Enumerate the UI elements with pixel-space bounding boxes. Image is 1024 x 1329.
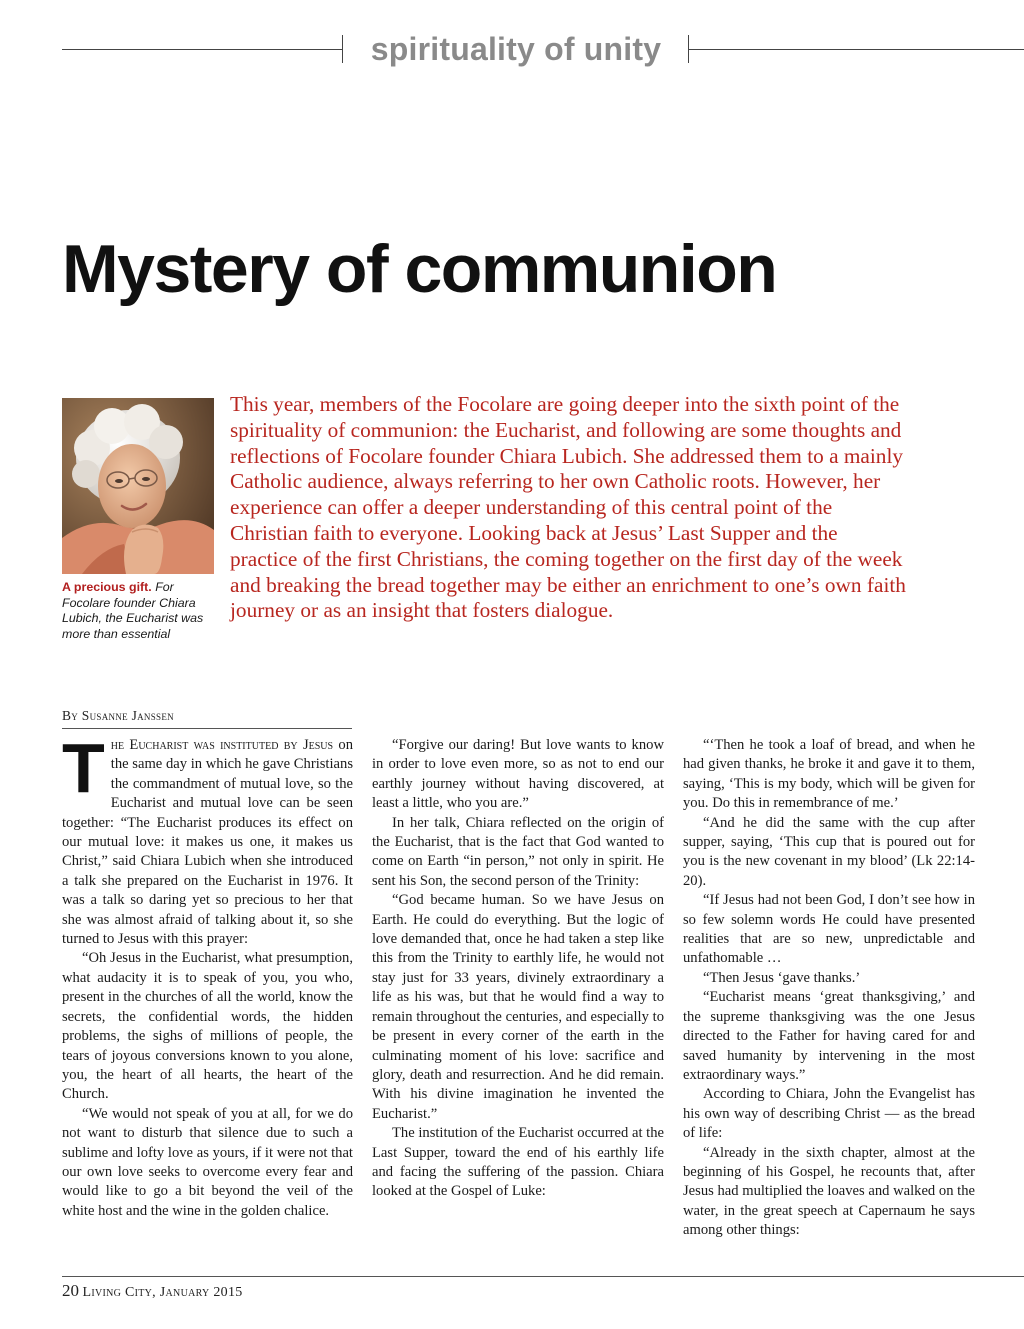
paragraph: “Then Jesus ‘gave thanks.’: [703, 969, 861, 986]
publication-info: Living City, January 2015: [82, 1285, 243, 1300]
article-deck: This year, members of the Focolare are going deeper into the sixth point of the spirituality of communion: the Eucharist, and following are some thoughts and reflections of Focolare founder Chiara Lubich. She addressed them to a mainly Catholic audience, always referring to her own Catholic roots. However, her experience can offer a deeper understanding of this central point of the Christian faith to everyone. Looking back at Jesus’ Last Supper and the practice of the first Christians, the coming together on the first day of the week and breaking the bread together may be either an enrichment to one’s own faith journey or as an insight that fosters dialogue.: [230, 392, 906, 623]
paragraph: The institution of the Eucharist occurred at the Last Supper, toward the end of his earthly life and facing the suffering of the passion. Chiara looked at the Gospel of Luke:: [372, 1125, 664, 1200]
paragraph: “Eucharist means ‘great thanksgiving,’ and the supreme thanksgiving was the one Jesus directed to the Father for having cared for and saved humanity by intervening in the most extraordinary ways.”: [683, 989, 975, 1083]
body-column-2: [372, 736, 664, 1202]
footer-rule: [62, 1276, 1024, 1277]
page-number: 20: [62, 1281, 79, 1300]
lead-in: he Eucharist was instituted by Jesus: [110, 737, 334, 753]
body-column-1: [62, 729, 353, 1221]
paragraph: “Already in the sixth chapter, almost at the beginning of his Gospel, he recounts that, after Jesus had multiplied the loaves and walked on the water, in the great speech at Capernaum he says among other things:: [683, 1144, 975, 1239]
article-headline: Mystery of communion: [62, 231, 777, 307]
header-rule-left: [62, 49, 342, 50]
caption-title: A precious gift.: [62, 580, 152, 594]
byline: By Susanne Janssen: [62, 708, 352, 729]
paragraph: “We would not speak of you at all, for we do not want to disturb that silence due to such a sublime and lofty love as yours, if it were not that our own love seeks to overcome every fear and would like to go a bit beyond the veil of the white host and the wine in the golden chalice.: [62, 1105, 353, 1219]
header-tick-left: [342, 35, 343, 63]
paragraph: “Forgive our daring! But love wants to know in order to love even more, so as not to end our earthly journey without having discovered, at least a little, who you are.”: [372, 737, 664, 812]
paragraph: According to Chiara, John the Evangelist has his own way of describing Christ — as the bread of life:: [683, 1086, 975, 1142]
drop-cap: T: [62, 729, 105, 807]
caption-body: For Focolare founder Chiara Lubich, the Eucharist was more than essential: [62, 580, 204, 641]
paragraph: “‘Then he took a loaf of bread, and when he had given thanks, he broke it and gave it to them, saying, ‘This is my body, which will be given for you. Do this in remembrance of me.’: [683, 737, 975, 812]
body-column-3: [683, 736, 975, 1241]
paragraph-text: on the same day in which he gave Christians the commandment of mutual love, so the Eucharist and mutual love can be seen together: “The Eucharist produces its effect on our mutual love: it makes us one, it makes us Christ,” said Chiara Lubich when she introduced a talk she prepared on the Eucharist in 1976. It was a talk so daring yet so precious to her that she was almost afraid of talking about it, so she turned to Jesus with this prayer:: [62, 737, 353, 948]
header-rule-right: [689, 49, 1024, 50]
paragraph: In her talk, Chiara reflected on the origin of the Eucharist, that is the fact that God wanted to come on Earth “in person,” not only in spirit. He sent his Son, the second person of the Trinity:: [372, 814, 664, 889]
paragraph: [62, 729, 353, 949]
page-footer: [62, 1282, 243, 1302]
paragraph: “If Jesus had not been God, I don’t see how in so few solemn words He could have presented realities that are so new, unpredictable and unfathomable …: [683, 892, 975, 967]
portrait-photo: [62, 398, 214, 574]
paragraph: “Oh Jesus in the Eucharist, what presumption, what audacity it is to speak of you, you who, present in the churches of all the world, know the secrets, the confidential words, the hidden problems, the sighs of millions of people, the tears of joyous conversions known to you alone, you, the heart of all hearts, the heart of the Church.: [62, 950, 353, 1103]
section-header: [62, 30, 1024, 70]
section-label: spirituality of unity: [370, 31, 662, 67]
photo-caption: [62, 580, 222, 642]
paragraph: “God became human. So we have Jesus on Earth. He could do everything. But the logic of love demanded that, once he had taken a step like this from the Trinity to earthly life, he would not stay just for 33 years, divinely extraordinary a life as his was, but that he would find a way to remain throughout the centuries, and especially to be present in every corner of the earth in the culminating moment of his love: sacrifice and glory, death and resurrection. And he did remain. With his divine imagination he invented the Eucharist.”: [372, 892, 664, 1122]
paragraph: “And he did the same with the cup after supper, saying, ‘This cup that is poured out for you is the new covenant in my blood’ (Lk 22:14-20).: [683, 814, 975, 889]
